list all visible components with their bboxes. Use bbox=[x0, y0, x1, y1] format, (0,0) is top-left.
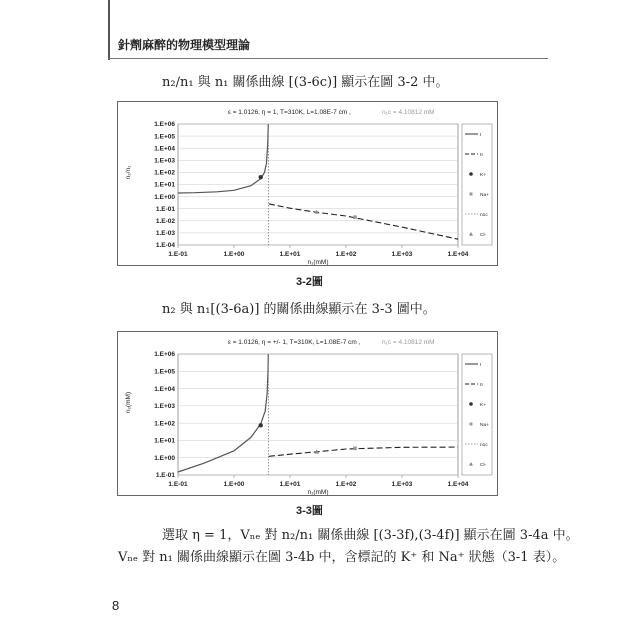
chart-3-3 bbox=[118, 332, 497, 495]
y-tick-label: 1.E+03 bbox=[154, 157, 175, 165]
x-tick-label: 1.E-01 bbox=[168, 251, 188, 258]
x-tick-label: 1.E+01 bbox=[279, 481, 301, 488]
y-tick-label: 1.E+05 bbox=[154, 133, 175, 141]
y-tick-label: 1.E+05 bbox=[154, 368, 175, 376]
legend-box bbox=[462, 354, 492, 475]
y-tick-label: 1.E+01 bbox=[154, 437, 175, 445]
k-plus-point bbox=[259, 423, 263, 427]
header-rule bbox=[108, 58, 548, 59]
chart-3-3-frame bbox=[117, 331, 498, 496]
series-i-line bbox=[178, 354, 268, 472]
chart-3-2-caption: 3-2圖 bbox=[296, 276, 323, 288]
paragraph-3-line-2: Vₙₑ 對 n₁ 關係曲線顯示在圖 3-4b 中，含標記的 K⁺ 和 Na⁺ 狀態（3-1 表）。 bbox=[118, 550, 566, 565]
na-plus-point bbox=[353, 215, 357, 219]
legend-entry: Cl- bbox=[480, 233, 487, 238]
k-plus-point bbox=[259, 175, 263, 179]
y-tick-label: 1.E-04 bbox=[155, 242, 175, 250]
legend-entry: I bbox=[480, 133, 482, 138]
y-tick-label: 1.E+06 bbox=[154, 351, 175, 359]
chart-title: ε = 1.0126, η = +/- 1, T=310K, L=1.08E-7 cm , bbox=[228, 339, 361, 346]
page-number: 8 bbox=[112, 598, 120, 613]
y-tick-label: 1.E+03 bbox=[154, 403, 175, 411]
x-tick-label: 1.E+04 bbox=[447, 251, 469, 258]
series-i-line bbox=[178, 124, 268, 193]
chart-3-2 bbox=[118, 102, 497, 265]
y-tick-label: 1.E+06 bbox=[154, 121, 175, 129]
y-tick-label: 1.E+02 bbox=[154, 169, 175, 177]
x-tick-label: 1.E+00 bbox=[223, 251, 245, 258]
legend-swatch-square bbox=[470, 193, 473, 196]
x-tick-label: 1.E+04 bbox=[447, 481, 469, 488]
y-axis-label: n₂(mM) bbox=[125, 391, 132, 414]
paragraph-3-line-1: 選取 η = 1，Vₙₑ 對 n₂/n₁ 關係曲線 [(3-3f),(3-4f)] 顯示在圖 3-4a 中。 bbox=[162, 528, 579, 543]
x-axis-label: n₁(mM) bbox=[307, 259, 329, 265]
legend-entry: II bbox=[480, 383, 483, 388]
x-tick-label: 1.E+03 bbox=[391, 481, 413, 488]
x-tick-label: 1.E+02 bbox=[335, 481, 357, 488]
y-axis-label: n₂/n₁ bbox=[125, 165, 132, 180]
legend-entry: K+ bbox=[480, 173, 487, 178]
series-ii-line bbox=[269, 447, 458, 456]
legend-swatch-square bbox=[470, 423, 473, 426]
chart-title: ε = 1.0126, η = 1, T=310K, L=1.08E-7 cm , bbox=[228, 109, 351, 116]
y-tick-label: 1.E+02 bbox=[154, 420, 175, 428]
x-tick-label: 1.E+00 bbox=[223, 481, 245, 488]
legend-swatch-circle bbox=[469, 402, 473, 406]
y-tick-label: 1.E-03 bbox=[155, 230, 175, 238]
margin-rule bbox=[108, 0, 110, 60]
y-tick-label: 1.E-01 bbox=[155, 205, 175, 213]
legend-entry: Cl- bbox=[480, 463, 487, 468]
legend-entry: Na+ bbox=[480, 193, 489, 198]
legend-entry: Na+ bbox=[480, 423, 489, 428]
x-tick-label: 1.E-01 bbox=[168, 481, 188, 488]
paragraph-2: n₂ 與 n₁[(3-6a)] 的關係曲線顯示在 3-3 圖中。 bbox=[162, 302, 436, 317]
chart-3-3-caption: 3-3圖 bbox=[296, 505, 323, 517]
y-tick-label: 1.E+04 bbox=[154, 385, 175, 393]
legend-entry: II bbox=[480, 153, 483, 158]
x-tick-label: 1.E+01 bbox=[279, 251, 301, 258]
na-plus-point bbox=[353, 447, 357, 451]
legend-entry: I bbox=[480, 363, 482, 368]
legend-swatch-circle bbox=[469, 172, 473, 176]
y-tick-label: 1.E+00 bbox=[154, 193, 175, 201]
y-tick-label: 1.E+01 bbox=[154, 181, 175, 189]
legend-entry: n1c bbox=[480, 443, 488, 448]
series-ii-line bbox=[269, 204, 458, 239]
y-tick-label: 1.E+04 bbox=[154, 145, 175, 153]
chart-title-aside: n₁c = 4.10812 mM bbox=[382, 109, 435, 116]
paragraph-1: n₂/n₁ 與 n₁ 關係曲線 [(3-6c)] 顯示在圖 3-2 中。 bbox=[162, 75, 449, 90]
legend-entry: n1c bbox=[480, 213, 488, 218]
chart-title-aside: n₁c = 4.10812 mM bbox=[382, 339, 435, 346]
x-tick-label: 1.E+02 bbox=[335, 251, 357, 258]
y-tick-label: 1.E-01 bbox=[155, 472, 175, 480]
legend-box bbox=[462, 124, 492, 245]
x-axis-label: n₁(mM) bbox=[307, 489, 329, 495]
x-tick-label: 1.E+03 bbox=[391, 251, 413, 258]
legend-entry: K+ bbox=[480, 403, 487, 408]
y-tick-label: 1.E-02 bbox=[155, 218, 175, 225]
y-tick-label: 1.E+00 bbox=[154, 454, 175, 462]
chart-3-2-frame bbox=[117, 101, 498, 266]
running-head: 針劑麻醉的物理模型理論 bbox=[118, 38, 251, 52]
